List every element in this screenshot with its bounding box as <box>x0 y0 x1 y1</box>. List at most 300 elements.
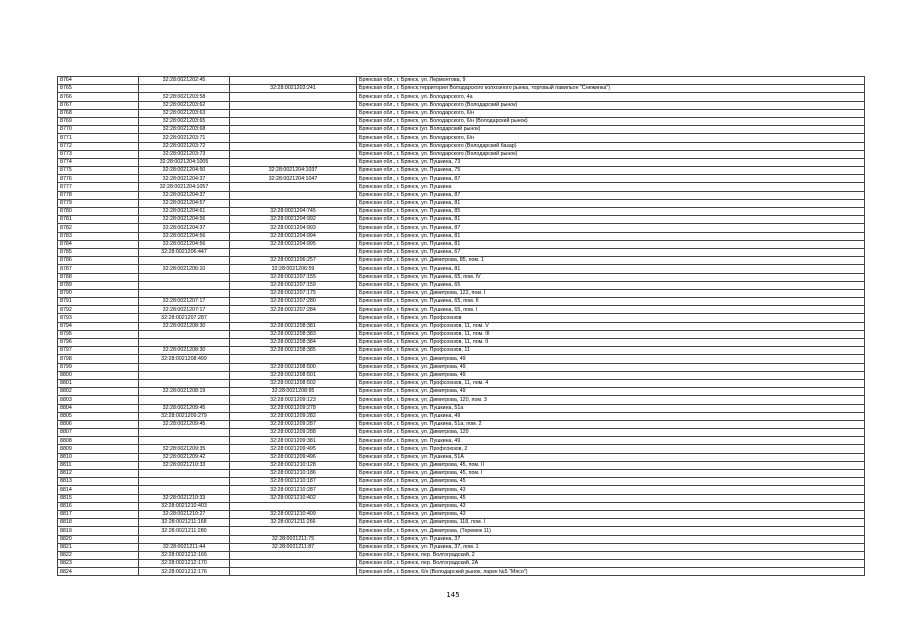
address-cell: Брянская обл., г. Брянск (ул. Володарский рынок) <box>357 126 865 134</box>
row-number-cell: 8780 <box>58 208 139 216</box>
building-cadastral-number-cell <box>230 126 357 134</box>
address-cell: Брянская обл., г. Брянск, ул. Профсоюзов, 2 <box>357 445 865 453</box>
building-cadastral-number-cell: 32:28:0021206:257 <box>230 257 357 265</box>
table-row <box>58 126 865 134</box>
row-number-cell: 8791 <box>58 298 139 306</box>
address-cell: Брянская обл., г. Брянск, ул. Димитрова, 49 <box>357 355 865 363</box>
building-cadastral-number-cell <box>230 502 357 510</box>
land-cadastral-number-cell <box>139 396 230 404</box>
table-row <box>58 232 865 240</box>
row-number-cell: 8824 <box>58 568 139 576</box>
address-cell: Брянская обл., г. Брянск, ул. Пушкина, 87 <box>357 191 865 199</box>
building-cadastral-number-cell: 32:28:0021208:385 <box>230 347 357 355</box>
address-cell: Брянская обл., г. Брянск, ул. Пушкина, 67 <box>357 248 865 256</box>
building-cadastral-number-cell: 32:28:0021208:501 <box>230 371 357 379</box>
row-number-cell: 8808 <box>58 437 139 445</box>
table-row <box>58 461 865 469</box>
row-number-cell: 8782 <box>58 224 139 232</box>
table-row <box>58 248 865 256</box>
table-row <box>58 437 865 445</box>
land-cadastral-number-cell: 32:28:0021206:447 <box>139 248 230 256</box>
row-number-cell: 8811 <box>58 461 139 469</box>
building-cadastral-number-cell: 32:28:0021203:241 <box>230 85 357 93</box>
land-cadastral-number-cell: 32:28:0021208:19 <box>139 388 230 396</box>
land-cadastral-number-cell: 32:28:0021209:45 <box>139 420 230 428</box>
land-cadastral-number-cell: 32:28:0021209:45 <box>139 404 230 412</box>
land-cadastral-number-cell: 32:28:0021207:17 <box>139 306 230 314</box>
table-row <box>58 347 865 355</box>
table-row <box>58 355 865 363</box>
building-cadastral-number-cell <box>230 568 357 576</box>
building-cadastral-number-cell <box>230 150 357 158</box>
row-number-cell: 8804 <box>58 404 139 412</box>
address-cell: Брянская обл., г. Брянск, ул. Профсоюзов <box>357 314 865 322</box>
row-number-cell: 8784 <box>58 240 139 248</box>
address-cell: Брянская обл., г. Брянск, ул. Пушкина, 75 <box>357 167 865 175</box>
building-cadastral-number-cell <box>230 142 357 150</box>
table-row <box>58 527 865 535</box>
address-cell: Брянская обл., г. Брянск, ул. Димитрова, (Теремок 11) <box>357 527 865 535</box>
table-row <box>58 314 865 322</box>
building-cadastral-number-cell: 32:28:0021204:1037 <box>230 167 357 175</box>
address-cell: Брянская обл., г. Брянск, ул. Димитрова, 120 <box>357 429 865 437</box>
table-row <box>58 224 865 232</box>
address-cell: Брянская обл., г. Брянск, ул. Димитрова, 45, пом. I <box>357 470 865 478</box>
building-cadastral-number-cell: 32:28:0021207:159 <box>230 281 357 289</box>
building-cadastral-number-cell: 32:28:0021210:409 <box>230 510 357 518</box>
land-cadastral-number-cell <box>139 281 230 289</box>
building-cadastral-number-cell <box>230 93 357 101</box>
land-cadastral-number-cell: 32:28:0021210:33 <box>139 494 230 502</box>
row-number-cell: 8801 <box>58 379 139 387</box>
land-cadastral-number-cell: 32:28:0021204:56 <box>139 232 230 240</box>
land-cadastral-number-cell: 32:28:0021204:50 <box>139 167 230 175</box>
building-cadastral-number-cell <box>230 109 357 117</box>
building-cadastral-number-cell <box>230 134 357 142</box>
table-row <box>58 265 865 273</box>
building-cadastral-number-cell: 32:28:0021209:123 <box>230 396 357 404</box>
row-number-cell: 8785 <box>58 248 139 256</box>
building-cadastral-number-cell <box>230 560 357 568</box>
table-row <box>58 404 865 412</box>
address-cell: Брянская обл., г. Брянск, ул. Пушкина, 51а <box>357 404 865 412</box>
row-number-cell: 8817 <box>58 510 139 518</box>
table-row <box>58 199 865 207</box>
address-cell: Брянская обл., г. Брянск, ул. Димитрова, 49 <box>357 388 865 396</box>
address-cell: Брянская обл., г. Брянск,территория Володарского колхозного рынка, торговый павильон "Снежинка") <box>357 85 865 93</box>
land-cadastral-number-cell: 32:28:0021202:45 <box>139 77 230 85</box>
land-cadastral-number-cell <box>139 437 230 445</box>
table-row <box>58 420 865 428</box>
table-row <box>58 560 865 568</box>
row-number-cell: 8810 <box>58 453 139 461</box>
address-cell: Брянская обл., г. Брянск, ул. Димитрова, 120, пом. 3 <box>357 396 865 404</box>
table-row <box>58 306 865 314</box>
address-cell: Брянская обл., г. Брянск, пер. Волгоградский, 2А <box>357 560 865 568</box>
address-cell: Брянская обл., г. Брянск, ул. Пушкина, 81 <box>357 216 865 224</box>
row-number-cell: 8800 <box>58 371 139 379</box>
building-cadastral-number-cell: 32:28:0021208:381 <box>230 322 357 330</box>
row-number-cell: 8809 <box>58 445 139 453</box>
building-cadastral-number-cell: 32:28:0021208:95 <box>230 388 357 396</box>
address-cell: Брянская обл., г. Брянск, ул. Димитрова, 118, пом. I <box>357 519 865 527</box>
land-cadastral-number-cell: 32:28:0021209:279 <box>139 412 230 420</box>
land-cadastral-number-cell: 32:28:0021208:30 <box>139 322 230 330</box>
address-cell: Брянская обл., г. Брянск, ул. Профсоюзов, 11, пом. II <box>357 339 865 347</box>
land-cadastral-number-cell: 32:28:0021210:27 <box>139 510 230 518</box>
table-row <box>58 396 865 404</box>
address-cell: Брянская обл., г. Брянск, ул. Профсоюзов, 11, пом. V <box>357 322 865 330</box>
row-number-cell: 8776 <box>58 175 139 183</box>
table-row <box>58 519 865 527</box>
table-row <box>58 339 865 347</box>
building-cadastral-number-cell <box>230 314 357 322</box>
land-cadastral-number-cell: 32:28:0021203:72 <box>139 142 230 150</box>
row-number-cell: 8797 <box>58 347 139 355</box>
row-number-cell: 8823 <box>58 560 139 568</box>
table-row <box>58 298 865 306</box>
land-cadastral-number-cell: 32:28:0021211:280 <box>139 527 230 535</box>
table-body <box>58 77 865 576</box>
row-number-cell: 8777 <box>58 183 139 191</box>
land-cadastral-number-cell: 32:28:0021204:37 <box>139 224 230 232</box>
table-row <box>58 273 865 281</box>
building-cadastral-number-cell: 32:28:0021209:496 <box>230 453 357 461</box>
land-cadastral-number-cell <box>139 478 230 486</box>
table-row <box>58 363 865 371</box>
row-number-cell: 8795 <box>58 330 139 338</box>
address-cell: Брянская обл., г. Брянск, ул. Димитрова, 43 <box>357 486 865 494</box>
row-number-cell: 8770 <box>58 126 139 134</box>
table-row <box>58 494 865 502</box>
page-number: 145 <box>446 591 460 599</box>
land-cadastral-number-cell: 32:28:0021211:44 <box>139 543 230 551</box>
building-cadastral-number-cell: 32:28:0021206:59 <box>230 265 357 273</box>
row-number-cell: 8812 <box>58 470 139 478</box>
address-cell: Брянская обл., г. Брянск, ул. Профсоюзов, 11, пом. 4 <box>357 379 865 387</box>
row-number-cell: 8779 <box>58 199 139 207</box>
land-cadastral-number-cell: 32:28:0021203:65 <box>139 117 230 125</box>
address-cell: Брянская обл., г. Брянск, пер. Волгоградский, 2 <box>357 551 865 559</box>
table-row <box>58 379 865 387</box>
row-number-cell: 8821 <box>58 543 139 551</box>
table-row <box>58 551 865 559</box>
row-number-cell: 8789 <box>58 281 139 289</box>
table-row <box>58 77 865 85</box>
land-cadastral-number-cell: 32:28:0021203:58 <box>139 93 230 101</box>
row-number-cell: 8793 <box>58 314 139 322</box>
row-number-cell: 8765 <box>58 85 139 93</box>
building-cadastral-number-cell: 32:28:0021204:994 <box>230 232 357 240</box>
building-cadastral-number-cell: 32:28:0021211:266 <box>230 519 357 527</box>
land-cadastral-number-cell: 32:28:0021212:176 <box>139 568 230 576</box>
row-number-cell: 8796 <box>58 339 139 347</box>
address-cell: Брянская обл., г. Брянск, ул. Пушкина, 65, пом. II <box>357 298 865 306</box>
table-row <box>58 240 865 248</box>
table-row <box>58 150 865 158</box>
address-cell: Брянская обл., г. Брянск, ул. Димитрова, 43 <box>357 502 865 510</box>
row-number-cell: 8798 <box>58 355 139 363</box>
address-cell: Брянская обл., г. Брянск, ул. Пушкина, 37 <box>357 535 865 543</box>
row-number-cell: 8788 <box>58 273 139 281</box>
row-number-cell: 8786 <box>58 257 139 265</box>
building-cadastral-number-cell <box>230 551 357 559</box>
table-row <box>58 109 865 117</box>
building-cadastral-number-cell <box>230 191 357 199</box>
row-number-cell: 8783 <box>58 232 139 240</box>
building-cadastral-number-cell <box>230 158 357 166</box>
row-number-cell: 8819 <box>58 527 139 535</box>
table-row <box>58 388 865 396</box>
row-number-cell: 8803 <box>58 396 139 404</box>
table-row <box>58 330 865 338</box>
building-cadastral-number-cell: 32:28:0021204:745 <box>230 208 357 216</box>
building-cadastral-number-cell <box>230 248 357 256</box>
row-number-cell: 8773 <box>58 150 139 158</box>
address-cell: Брянская обл., г. Брянск, ул. Димитрова, 45, пом. II <box>357 461 865 469</box>
land-cadastral-number-cell <box>139 470 230 478</box>
address-cell: Брянская обл., г. Брянск, ул. Профсоюзов, 11 <box>357 347 865 355</box>
address-cell: Брянская обл., г. Брянск, ул. Димитрова, 45 <box>357 494 865 502</box>
building-cadastral-number-cell: 32:28:0021207:284 <box>230 306 357 314</box>
address-cell: Брянская обл., г. Брянск, ул. Володарского (Володарский рынок) <box>357 150 865 158</box>
table-row <box>58 445 865 453</box>
address-cell: Брянская обл., г. Брянск, ул. Пушкина, 49 <box>357 412 865 420</box>
building-cadastral-number-cell <box>230 183 357 191</box>
address-cell: Брянская обл., г. Брянск, ул. Пушкина, 51а, пом. 2 <box>357 420 865 428</box>
building-cadastral-number-cell: 32:28:0021208:500 <box>230 363 357 371</box>
land-cadastral-number-cell: 32:28:0021203:62 <box>139 101 230 109</box>
table-row <box>58 101 865 109</box>
cadastral-table <box>57 76 865 576</box>
row-number-cell: 8768 <box>58 109 139 117</box>
address-cell: Брянская обл., г. Брянск, ул. Пушкина, 87 <box>357 175 865 183</box>
building-cadastral-number-cell: 32:28:0021209:288 <box>230 429 357 437</box>
row-number-cell: 8820 <box>58 535 139 543</box>
address-cell: Брянская обл., г. Брянск, ул. Пушкина, 87 <box>357 224 865 232</box>
address-cell: Брянская обл., г. Брянск, ул. Володарского, 6/н <box>357 134 865 142</box>
table-row <box>58 191 865 199</box>
address-cell: Брянская обл., г. Брянск, ул. Пушкина, 65 <box>357 281 865 289</box>
address-cell: Брянская обл., г. Брянск, ул. Володарского, 4а <box>357 93 865 101</box>
address-cell: Брянская обл., г. Брянск, ул. Пушкина, 37, пом. 1 <box>357 543 865 551</box>
address-cell: Брянская обл., г. Брянск, ул. Профсоюзов, 11, пом. III <box>357 330 865 338</box>
building-cadastral-number-cell <box>230 199 357 207</box>
land-cadastral-number-cell: 32:28:0021204:37 <box>139 175 230 183</box>
table-row <box>58 486 865 494</box>
building-cadastral-number-cell: 32:28:0021204:993 <box>230 224 357 232</box>
land-cadastral-number-cell <box>139 535 230 543</box>
table-row <box>58 371 865 379</box>
table-row <box>58 412 865 420</box>
address-cell: Брянская обл., г. Брянск, ул. Володарского (Володарский рынок) <box>357 101 865 109</box>
land-cadastral-number-cell: 32:28:0021204:1005 <box>139 158 230 166</box>
land-cadastral-number-cell <box>139 379 230 387</box>
table-row <box>58 510 865 518</box>
land-cadastral-number-cell: 32:28:0021204:56 <box>139 240 230 248</box>
row-number-cell: 8806 <box>58 420 139 428</box>
land-cadastral-number-cell: 32:28:0021212:166 <box>139 551 230 559</box>
address-cell: Брянская обл., г. Брянск, ул. Володарского, 6/н (Володарский рынок) <box>357 117 865 125</box>
address-cell: Брянская обл., г. Брянск, ул. Димитрова, 45 <box>357 478 865 486</box>
land-cadastral-number-cell: 32:28:0021204:61 <box>139 208 230 216</box>
row-number-cell: 8769 <box>58 117 139 125</box>
table-row <box>58 281 865 289</box>
table-row <box>58 183 865 191</box>
building-cadastral-number-cell: 32:28:0021210:128 <box>230 461 357 469</box>
row-number-cell: 8781 <box>58 216 139 224</box>
building-cadastral-number-cell: 32:28:0021209:287 <box>230 420 357 428</box>
land-cadastral-number-cell: 32:28:0021212:170 <box>139 560 230 568</box>
land-cadastral-number-cell <box>139 273 230 281</box>
land-cadastral-number-cell: 32:28:0021207:17 <box>139 298 230 306</box>
building-cadastral-number-cell: 32:28:0021210:187 <box>230 478 357 486</box>
address-cell: Брянская обл., г. Брянск, ул. Димитрова, 85, пом. 1 <box>357 257 865 265</box>
building-cadastral-number-cell: 32:28:0021207:175 <box>230 289 357 297</box>
land-cadastral-number-cell: 32:28:0021208:499 <box>139 355 230 363</box>
land-cadastral-number-cell: 32:28:0021203:63 <box>139 109 230 117</box>
building-cadastral-number-cell: 32:28:0021208:384 <box>230 339 357 347</box>
address-cell: Брянская обл., г. Брянск, ул. Пушкина, 65, пом. IV <box>357 273 865 281</box>
table-row <box>58 429 865 437</box>
building-cadastral-number-cell: 32:28:0021211:75 <box>230 535 357 543</box>
table-row <box>58 535 865 543</box>
table-row <box>58 142 865 150</box>
table-row <box>58 134 865 142</box>
row-number-cell: 8792 <box>58 306 139 314</box>
row-number-cell: 8814 <box>58 486 139 494</box>
land-cadastral-number-cell: 32:28:0021209:42 <box>139 453 230 461</box>
address-cell: Брянская обл., г. Брянск, ул. Димитрова, 49 <box>357 371 865 379</box>
land-cadastral-number-cell <box>139 486 230 494</box>
land-cadastral-number-cell: 32:28:0021210:33 <box>139 461 230 469</box>
row-number-cell: 8815 <box>58 494 139 502</box>
land-cadastral-number-cell <box>139 363 230 371</box>
building-cadastral-number-cell <box>230 527 357 535</box>
row-number-cell: 8775 <box>58 167 139 175</box>
row-number-cell: 8802 <box>58 388 139 396</box>
row-number-cell: 8818 <box>58 519 139 527</box>
row-number-cell: 8774 <box>58 158 139 166</box>
address-cell: Брянская обл., г. Брянск, ул. Пушкина, 81 <box>357 240 865 248</box>
land-cadastral-number-cell: 32:28:0021209:35 <box>139 445 230 453</box>
building-cadastral-number-cell: 32:28:0021210:186 <box>230 470 357 478</box>
address-cell: Брянская обл., г. Брянск, ул. Пушкина, 49 <box>357 437 865 445</box>
row-number-cell: 8787 <box>58 265 139 273</box>
table-row <box>58 216 865 224</box>
building-cadastral-number-cell: 32:28:0021207:280 <box>230 298 357 306</box>
address-cell: Брянская обл., г. Брянск, ул. Пушкина, 51А <box>357 453 865 461</box>
table-row <box>58 158 865 166</box>
address-cell: Брянская обл., г. Брянск, ул. Пушкина, 85 <box>357 208 865 216</box>
land-cadastral-number-cell: 32:28:0021204:1057 <box>139 183 230 191</box>
table-row <box>58 322 865 330</box>
building-cadastral-number-cell: 32:28:0021209:381 <box>230 437 357 445</box>
land-cadastral-number-cell: 32:28:0021206:10 <box>139 265 230 273</box>
land-cadastral-number-cell: 32:28:0021204:37 <box>139 191 230 199</box>
address-cell: Брянская обл., г. Брянск, ул. Пушкина, 81 <box>357 199 865 207</box>
building-cadastral-number-cell: 32:28:0021208:502 <box>230 379 357 387</box>
row-number-cell: 8767 <box>58 101 139 109</box>
address-cell: Брянская обл., г. Брянск, ул. Пушкина, 65, пом. I <box>357 306 865 314</box>
address-cell: Брянская обл., г. Брянск, ул. Лермонтова, 9 <box>357 77 865 85</box>
land-cadastral-number-cell <box>139 339 230 347</box>
land-cadastral-number-cell <box>139 257 230 265</box>
address-cell: Брянская обл., г. Брянск, ул. Пушкина <box>357 183 865 191</box>
address-cell: Брянская обл., г. Брянск, ул. Пушкина, 73 <box>357 158 865 166</box>
land-cadastral-number-cell: 32:28:0021204:57 <box>139 199 230 207</box>
land-cadastral-number-cell: 32:28:0021210:403 <box>139 502 230 510</box>
row-number-cell: 8766 <box>58 93 139 101</box>
land-cadastral-number-cell: 32:28:0021203:73 <box>139 150 230 158</box>
land-cadastral-number-cell: 32:28:0021204:56 <box>139 216 230 224</box>
land-cadastral-number-cell <box>139 330 230 338</box>
row-number-cell: 8805 <box>58 412 139 420</box>
table-row <box>58 167 865 175</box>
address-cell: Брянская обл., г. Брянск, ул. Димитрова, 43 <box>357 510 865 518</box>
row-number-cell: 8816 <box>58 502 139 510</box>
table-row <box>58 502 865 510</box>
building-cadastral-number-cell: 32:28:0021209:495 <box>230 445 357 453</box>
address-cell: Брянская обл., г. Брянск, ул. Димитрова, 49 <box>357 363 865 371</box>
table-row <box>58 289 865 297</box>
table-row <box>58 257 865 265</box>
land-cadastral-number-cell <box>139 85 230 93</box>
table-row <box>58 93 865 101</box>
building-cadastral-number-cell: 32:28:0021210:287 <box>230 486 357 494</box>
row-number-cell: 8822 <box>58 551 139 559</box>
address-cell: Брянская обл., г. Брянск, ул. Пушкина, 81 <box>357 265 865 273</box>
building-cadastral-number-cell: 32:28:0021208:383 <box>230 330 357 338</box>
building-cadastral-number-cell: 32:28:0021211:87 <box>230 543 357 551</box>
land-cadastral-number-cell: 32:28:0021208:30 <box>139 347 230 355</box>
address-cell: Брянская обл., г. Брянск, ул. Пушкина, 81 <box>357 232 865 240</box>
address-cell: Брянская обл., г. Брянск, ул. Димитрова, 122, пом. I <box>357 289 865 297</box>
building-cadastral-number-cell <box>230 77 357 85</box>
building-cadastral-number-cell: 32:28:0021207:155 <box>230 273 357 281</box>
row-number-cell: 8794 <box>58 322 139 330</box>
building-cadastral-number-cell: 32:28:0021209:278 <box>230 404 357 412</box>
table-row <box>58 478 865 486</box>
land-cadastral-number-cell <box>139 289 230 297</box>
address-cell: Брянская обл., г. Брянск, 6/н (Володарский рынок, ларек №5 "Мясо") <box>357 568 865 576</box>
building-cadastral-number-cell <box>230 355 357 363</box>
row-number-cell: 8799 <box>58 363 139 371</box>
table-row <box>58 470 865 478</box>
table-row <box>58 453 865 461</box>
land-cadastral-number-cell <box>139 371 230 379</box>
land-cadastral-number-cell: 32:28:0021203:71 <box>139 134 230 142</box>
land-cadastral-number-cell: 32:28:0021207:287 <box>139 314 230 322</box>
building-cadastral-number-cell: 32:28:0021204:1047 <box>230 175 357 183</box>
address-cell: Брянская обл., г. Брянск, ул. Володарского (Володарский базар) <box>357 142 865 150</box>
building-cadastral-number-cell: 32:28:0021204:992 <box>230 216 357 224</box>
building-cadastral-number-cell <box>230 101 357 109</box>
table-row <box>58 543 865 551</box>
table-row <box>58 85 865 93</box>
building-cadastral-number-cell: 32:28:0021209:282 <box>230 412 357 420</box>
land-cadastral-number-cell: 32:28:0021203:68 <box>139 126 230 134</box>
building-cadastral-number-cell: 32:28:0021210:402 <box>230 494 357 502</box>
table-row <box>58 208 865 216</box>
table-row <box>58 117 865 125</box>
row-number-cell: 8778 <box>58 191 139 199</box>
row-number-cell: 8813 <box>58 478 139 486</box>
row-number-cell: 8771 <box>58 134 139 142</box>
row-number-cell: 8790 <box>58 289 139 297</box>
row-number-cell: 8764 <box>58 77 139 85</box>
land-cadastral-number-cell: 32:28:0021211:168 <box>139 519 230 527</box>
